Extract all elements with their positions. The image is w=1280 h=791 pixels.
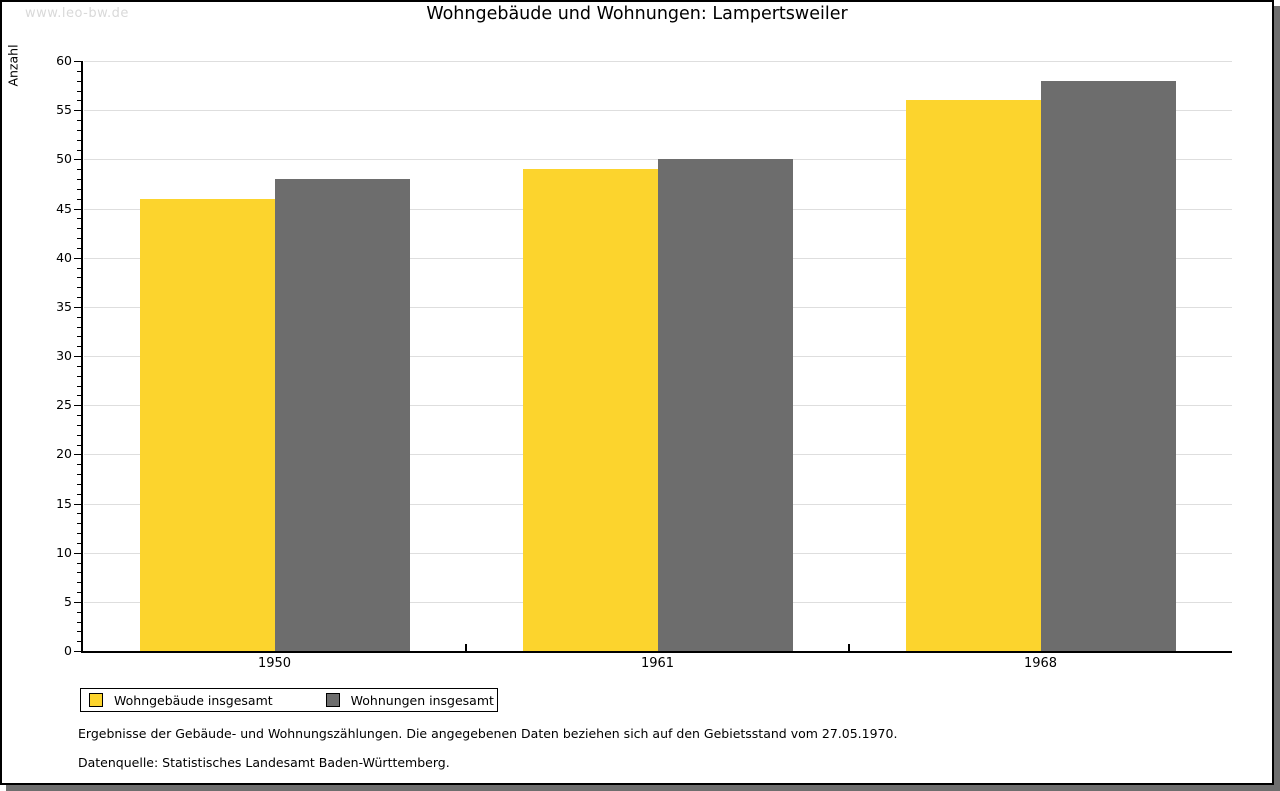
y-minor-tick-32 [77,336,81,337]
y-minor-tick-54 [77,120,81,121]
y-major-tick-0 [74,651,81,652]
y-minor-tick-2 [77,631,81,632]
bar-wohngebäude-1961 [523,169,658,651]
y-major-tick-45 [74,209,81,210]
y-minor-tick-36 [77,297,81,298]
y-minor-tick-56 [77,100,81,101]
footnote-source-note: Ergebnisse der Gebäude- und Wohnungszählungen. Die angegebenen Daten beziehen sich auf den Gebietsstand vom 27.05.1970. [78,726,898,741]
y-minor-tick-58 [77,81,81,82]
x-boundary-tick-1 [465,644,467,651]
y-axis-line [81,61,83,653]
y-major-tick-60 [74,61,81,62]
x-boundary-tick-2 [848,644,850,651]
y-tick-label-5: 5 [64,593,72,609]
y-major-tick-5 [74,602,81,603]
gridline-y-60 [84,61,1232,62]
x-tick-label-1968: 1968 [1023,656,1058,671]
y-minor-tick-6 [77,592,81,593]
y-major-tick-40 [74,258,81,259]
y-minor-tick-13 [77,523,81,524]
y-tick-label-55: 55 [56,102,72,118]
y-minor-tick-12 [77,533,81,534]
y-minor-tick-48 [77,179,81,180]
y-minor-tick-31 [77,346,81,347]
watermark-text: www.leo-bw.de [25,6,129,21]
chart-title: Wohngebäude und Wohnungen: Lampertsweiler [426,4,848,24]
y-minor-tick-43 [77,228,81,229]
y-minor-tick-27 [77,386,81,387]
y-major-tick-20 [74,454,81,455]
y-minor-tick-51 [77,150,81,151]
y-minor-tick-4 [77,612,81,613]
y-major-tick-25 [74,405,81,406]
bar-wohngebäude-1950 [140,199,275,651]
y-tick-label-45: 45 [56,200,72,216]
y-major-tick-15 [74,504,81,505]
y-minor-tick-37 [77,287,81,288]
bar-wohnungen-1950 [275,179,410,651]
y-tick-label-0: 0 [64,643,72,658]
y-minor-tick-28 [77,376,81,377]
y-minor-tick-24 [77,415,81,416]
legend-swatch-wohngebaeude [89,693,103,707]
y-minor-tick-14 [77,513,81,514]
legend-box [80,688,498,712]
y-minor-tick-44 [77,218,81,219]
y-minor-tick-38 [77,277,81,278]
y-major-tick-10 [74,553,81,554]
y-minor-tick-1 [77,641,81,642]
y-axis-title: Anzahl [5,44,21,87]
y-minor-tick-17 [77,484,81,485]
y-minor-tick-8 [77,572,81,573]
y-minor-tick-16 [77,494,81,495]
y-minor-tick-26 [77,395,81,396]
y-minor-tick-59 [77,71,81,72]
y-tick-label-50: 50 [56,151,72,167]
x-tick-label-1950: 1950 [257,656,292,671]
y-minor-tick-41 [77,248,81,249]
y-minor-tick-46 [77,199,81,200]
y-minor-tick-23 [77,425,81,426]
y-minor-tick-22 [77,435,81,436]
legend-label-wohngebaeude: Wohngebäude insgesamt [114,692,273,708]
y-minor-tick-18 [77,474,81,475]
x-tick-label-1961: 1961 [640,656,675,671]
footnote-data-source: Datenquelle: Statistisches Landesamt Baden-Württemberg. [78,755,450,770]
y-minor-tick-42 [77,238,81,239]
y-major-tick-55 [74,110,81,111]
y-major-tick-50 [74,159,81,160]
y-minor-tick-21 [77,445,81,446]
y-minor-tick-33 [77,327,81,328]
y-minor-tick-34 [77,317,81,318]
y-minor-tick-9 [77,563,81,564]
legend-label-wohnungen: Wohnungen insgesamt [350,692,494,708]
y-tick-label-10: 10 [56,544,72,560]
bar-wohngebäude-1968 [906,100,1041,651]
y-minor-tick-11 [77,543,81,544]
y-minor-tick-39 [77,268,81,269]
y-minor-tick-57 [77,91,81,92]
bar-wohnungen-1968 [1041,81,1176,651]
bar-wohnungen-1961 [658,159,793,651]
y-minor-tick-19 [77,464,81,465]
y-minor-tick-3 [77,622,81,623]
y-minor-tick-7 [77,582,81,583]
y-tick-label-30: 30 [56,348,72,363]
y-minor-tick-29 [77,366,81,367]
y-tick-label-25: 25 [56,397,72,413]
y-tick-label-35: 35 [56,298,72,314]
x-axis-line [81,651,1232,653]
y-minor-tick-47 [77,189,81,190]
y-tick-label-20: 20 [56,446,72,462]
y-minor-tick-52 [77,140,81,141]
y-major-tick-30 [74,356,81,357]
y-tick-label-40: 40 [56,249,72,265]
y-tick-label-60: 60 [56,53,72,68]
legend-swatch-wohnungen [326,693,340,707]
y-tick-label-15: 15 [56,495,72,511]
y-minor-tick-49 [77,169,81,170]
y-minor-tick-53 [77,130,81,131]
y-major-tick-35 [74,307,81,308]
